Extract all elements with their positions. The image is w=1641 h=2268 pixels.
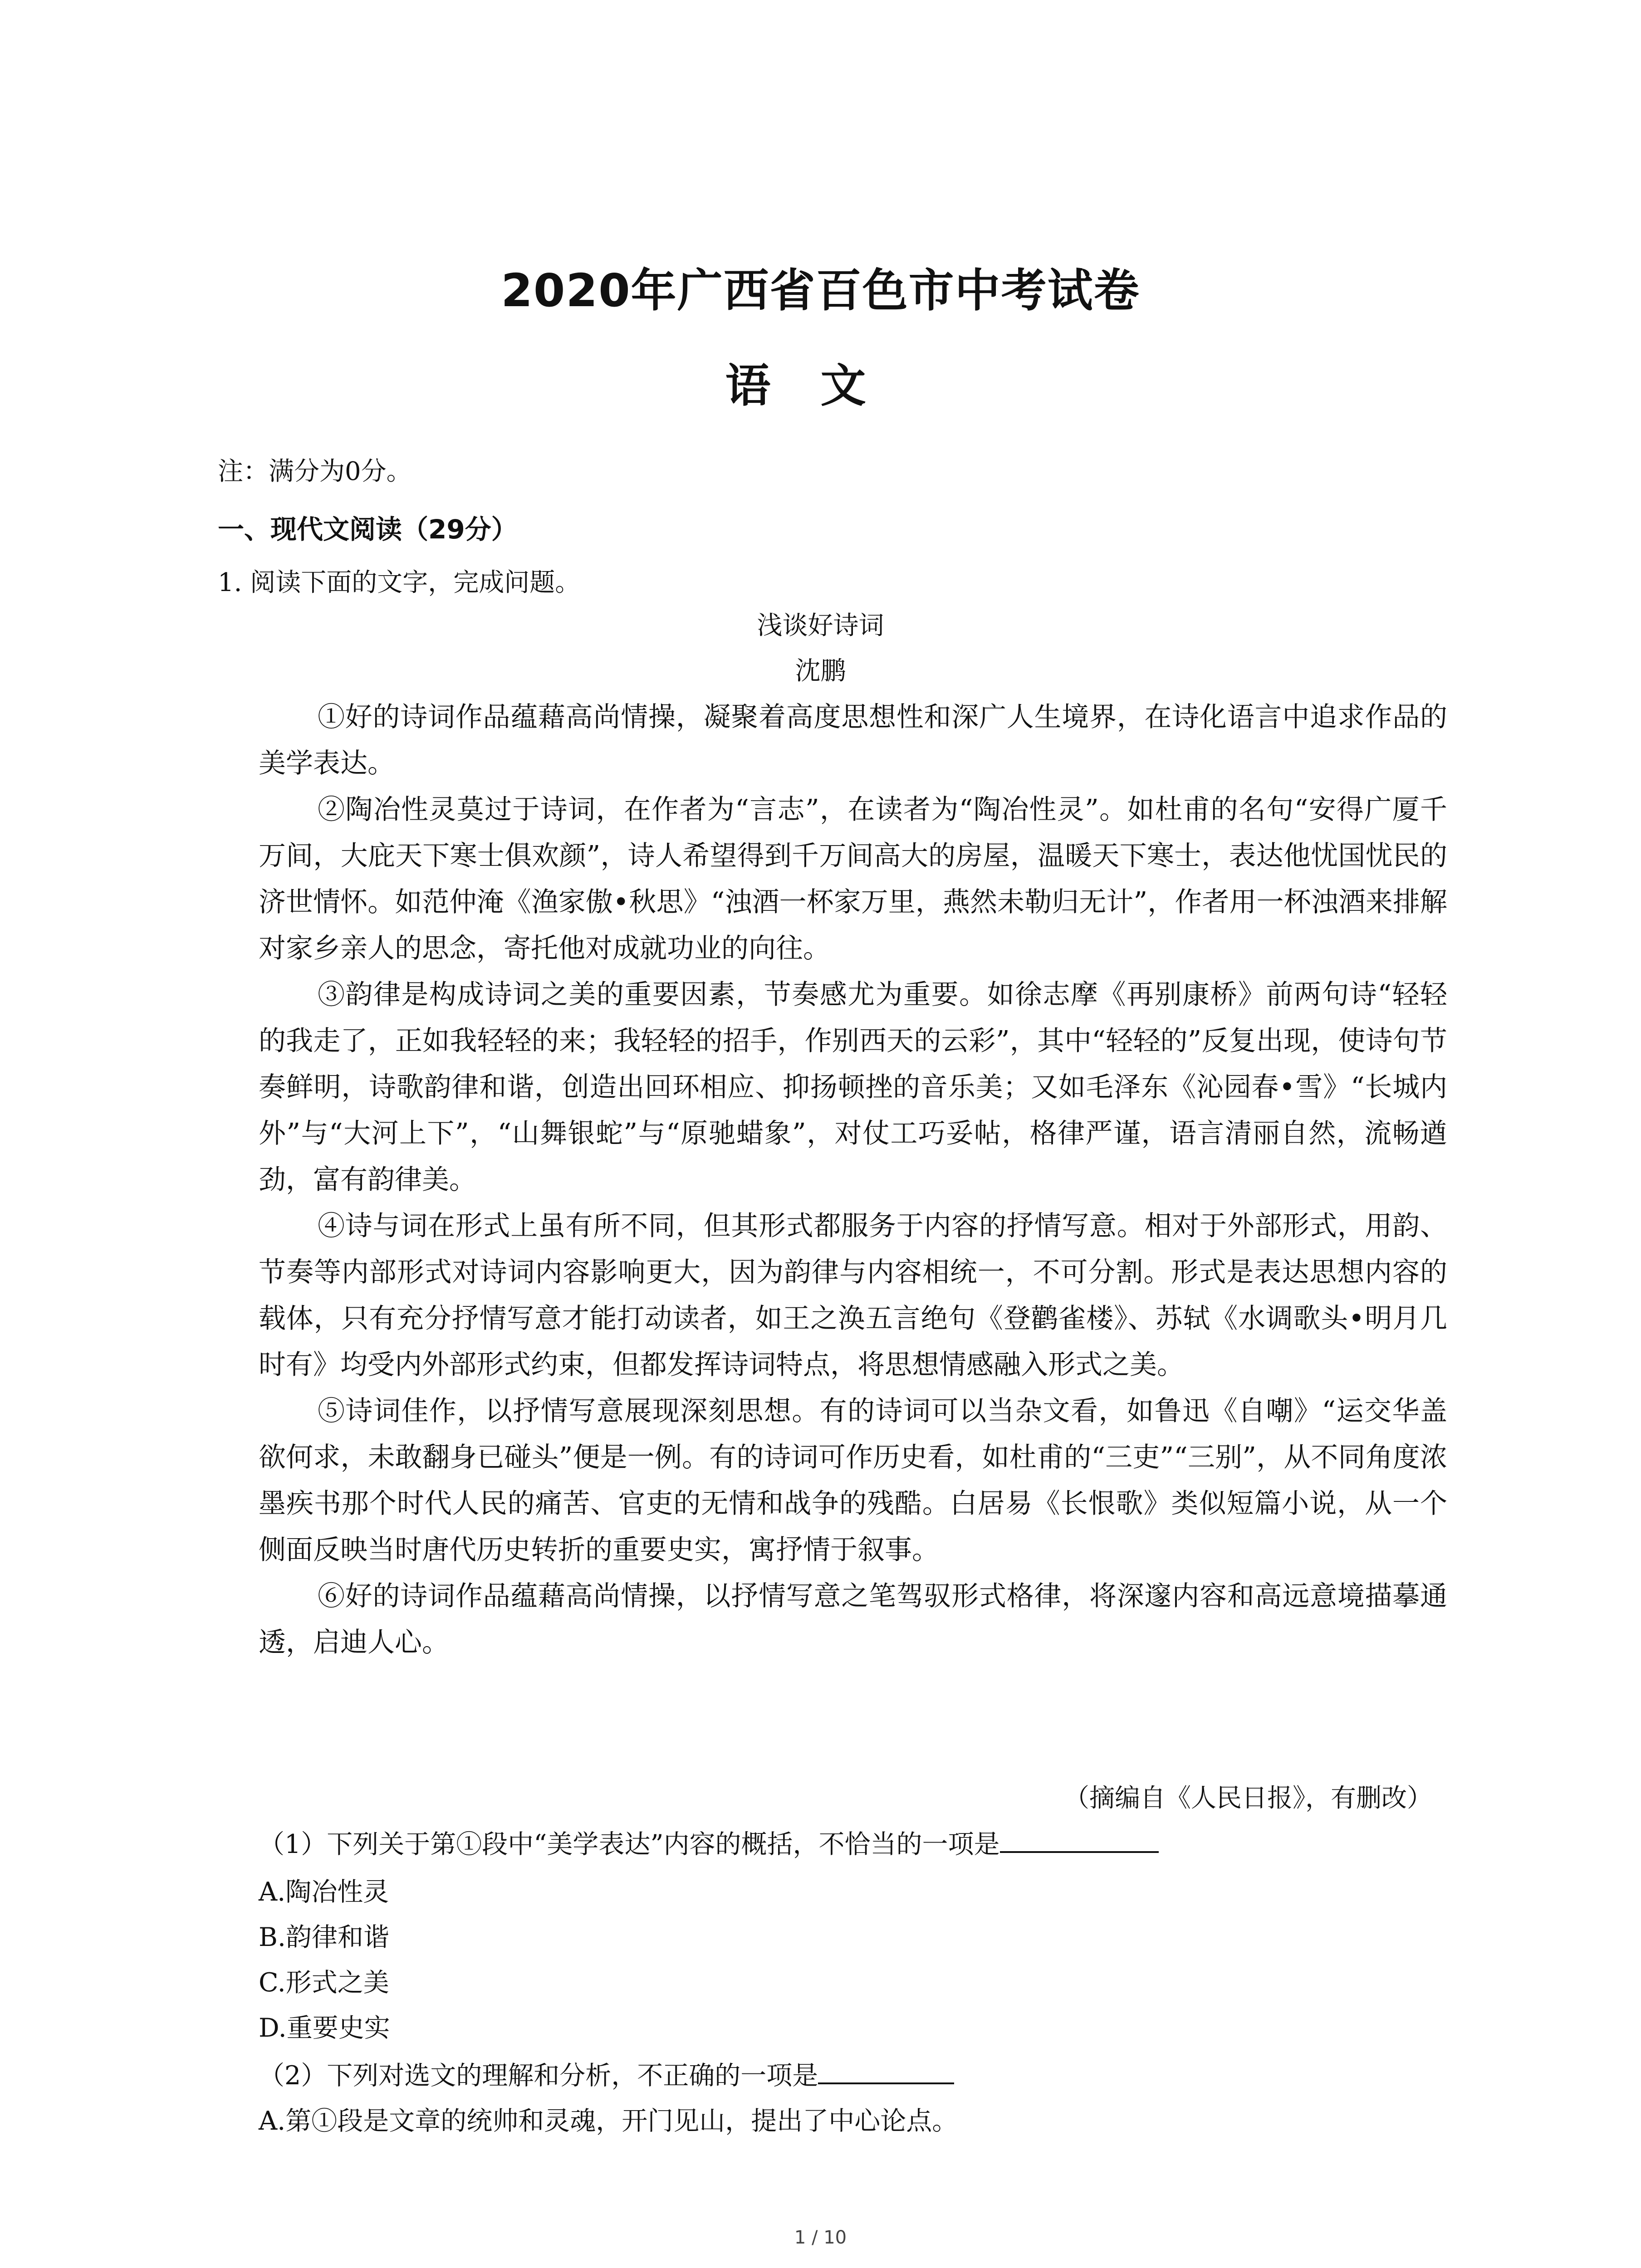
subquestion-2 xyxy=(259,2055,954,2092)
page-number: 1 / 10 xyxy=(794,2227,847,2248)
score-note: 注：满分为0分。 xyxy=(218,457,412,486)
option-1d: D.重要史实 xyxy=(259,2013,390,2043)
exam-title: 2020年广西省百色市中考试卷 xyxy=(501,264,1140,317)
article-author: 沈鹏 xyxy=(795,656,846,686)
subject-title: 语文 xyxy=(725,359,916,412)
paragraph-4: ④诗与词在形式上虽有所不同，但其形式都服务于内容的抒情写意。相对于外部形式，用韵、节奏等内部形式对诗词内容影响更大，因为韵律与内容相统一，不可分割。形式是表达思想内容的载体，只有充分抒情写意才能打动读者，如王之涣五言绝句《登鹳雀楼》、苏轼《水调歌头•明月几时有》均受内外部形式约束，但都发挥诗词特点，将思想情感融入形式之美。 xyxy=(259,1210,1447,1381)
subquestion-1-stem: （1）下列关于第①段中“美学表达”内容的概括，不恰当的一项是 xyxy=(259,1829,1000,1859)
paragraph-6: ⑥好的诗词作品蕴藉高尚情操，以抒情写意之笔驾驭形式格律，将深邃内容和高远意境描摹通透，启迪人心。 xyxy=(259,1580,1447,1658)
subquestion-1 xyxy=(259,1823,1159,1861)
option-1c: C.形式之美 xyxy=(259,1968,389,1998)
paragraph-2: ②陶冶性灵莫过于诗词，在作者为“言志”，在读者为“陶冶性灵”。如杜甫的名句“安得广厦千万间，大庇天下寒士俱欢颜”，诗人希望得到千万间高大的房屋，温暖天下寒士，表达他忧国忧民的济世情怀。如范仲淹《渔家傲•秋思》“浊酒一杯家万里，燕然未勒归无计”，作者用一杯浊酒来排解对家乡亲人的思念，寄托他对成就功业的向往。 xyxy=(259,794,1447,964)
article-body xyxy=(259,694,1447,1666)
paragraph-5: ⑤诗词佳作，以抒情写意展现深刻思想。有的诗词可以当杂文看，如鲁迅《自嘲》“运交华盖欲何求，未敢翻身已碰头”便是一例。有的诗词可作历史看，如杜甫的“三吏”“三别”，从不同角度浓墨疾书那个时代人民的痛苦、官吏的无情和战争的残酷。白居易《长恨歌》类似短篇小说，从一个侧面反映当时唐代历史转折的重要史实，寓抒情于叙事。 xyxy=(259,1395,1447,1566)
subquestion-2-stem: （2）下列对选文的理解和分析，不正确的一项是 xyxy=(259,2061,818,2091)
paragraph-1: ①好的诗词作品蕴藉高尚情操，凝聚着高度思想性和深广人生境界，在诗化语言中追求作品的美学表达。 xyxy=(259,701,1447,779)
option-1b: B.韵律和谐 xyxy=(259,1922,390,1952)
option-1a: A.陶冶性灵 xyxy=(259,1877,389,1907)
article-title: 浅谈好诗词 xyxy=(757,611,884,640)
option-2a: A.第①段是文章的统帅和灵魂，开门见山，提出了中心论点。 xyxy=(259,2106,958,2136)
article-source: （摘编自《人民日报》，有删改） xyxy=(1064,1784,1432,1813)
section-heading: 一、现代文阅读（29分） xyxy=(218,514,518,545)
question-1-prompt: 1. 阅读下面的文字，完成问题。 xyxy=(218,568,581,597)
answer-blank-2[interactable] xyxy=(818,2064,954,2084)
paragraph-3: ③韵律是构成诗词之美的重要因素，节奏感尤为重要。如徐志摩《再别康桥》前两句诗“轻轻的我走了，正如我轻轻的来；我轻轻的招手，作别西天的云彩”，其中“轻轻的”反复出现，使诗句节奏鲜明，诗歌韵律和谐，创造出回环相应、抑扬顿挫的音乐美；又如毛泽东《沁园春•雪》“长城内外”与“大河上下”，“山舞银蛇”与“原驰蜡象”，对仗工巧妥帖，格律严谨，语言清丽自然，流畅遒劲，富有韵律美。 xyxy=(259,979,1447,1196)
answer-blank-1[interactable] xyxy=(1000,1833,1159,1853)
